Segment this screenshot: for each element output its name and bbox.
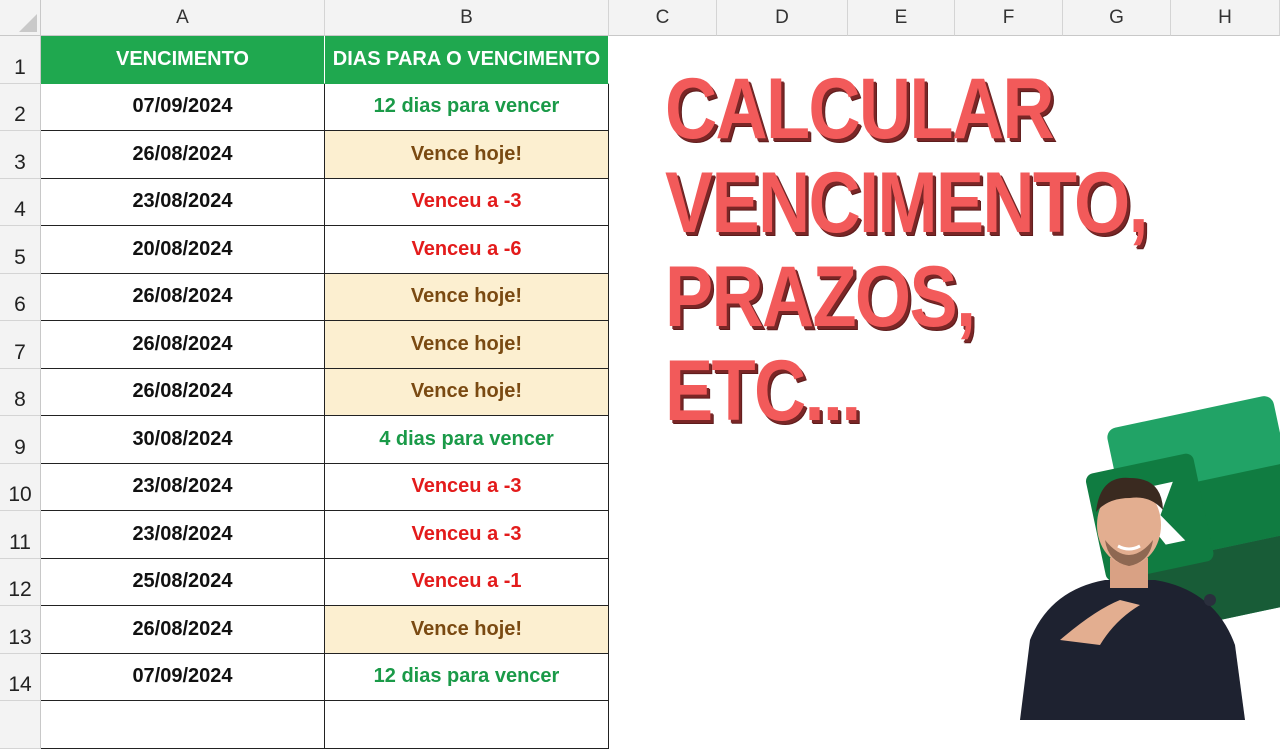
status-cell[interactable]: Venceu a -3 bbox=[325, 511, 609, 559]
date-cell[interactable]: 07/09/2024 bbox=[41, 654, 325, 702]
date-cell[interactable]: 26/08/2024 bbox=[41, 274, 325, 322]
row-header-10[interactable]: 10 bbox=[0, 464, 41, 512]
row-header-4[interactable]: 4 bbox=[0, 179, 41, 227]
column-header-e[interactable]: E bbox=[848, 0, 955, 36]
row-header-14[interactable]: 14 bbox=[0, 654, 41, 702]
column-header-f[interactable]: F bbox=[955, 0, 1063, 36]
column-header-c[interactable]: C bbox=[609, 0, 717, 36]
status-cell[interactable]: 12 dias para vencer bbox=[325, 654, 609, 702]
date-cell[interactable]: 25/08/2024 bbox=[41, 559, 325, 607]
header-vencimento[interactable]: VENCIMENTO bbox=[41, 36, 325, 84]
date-cell[interactable]: 23/08/2024 bbox=[41, 179, 325, 227]
row-header-12[interactable]: 12 bbox=[0, 559, 41, 607]
status-cell[interactable]: Vence hoje! bbox=[325, 274, 609, 322]
date-cell[interactable]: 07/09/2024 bbox=[41, 84, 325, 132]
date-cell[interactable]: 30/08/2024 bbox=[41, 416, 325, 464]
row-header-1[interactable]: 1 bbox=[0, 36, 41, 84]
status-cell[interactable]: 4 dias para vencer bbox=[325, 416, 609, 464]
date-cell[interactable]: 20/08/2024 bbox=[41, 226, 325, 274]
column-header-h[interactable]: H bbox=[1171, 0, 1280, 36]
row-header-8[interactable]: 8 bbox=[0, 369, 41, 417]
row-header-6[interactable]: 6 bbox=[0, 274, 41, 322]
column-header-b[interactable]: B bbox=[325, 0, 609, 36]
date-cell[interactable]: 26/08/2024 bbox=[41, 606, 325, 654]
status-cell[interactable]: Venceu a -6 bbox=[325, 226, 609, 274]
headline-line-1: CALCULAR bbox=[665, 61, 1053, 157]
date-cell[interactable]: 26/08/2024 bbox=[41, 131, 325, 179]
select-all-corner[interactable] bbox=[0, 0, 41, 36]
column-header-a[interactable]: A bbox=[41, 0, 325, 36]
row-header-2[interactable]: 2 bbox=[0, 84, 41, 132]
status-cell[interactable]: Vence hoje! bbox=[325, 369, 609, 417]
date-cell[interactable]: 26/08/2024 bbox=[41, 369, 325, 417]
row-header-7[interactable]: 7 bbox=[0, 321, 41, 369]
row-header-partial[interactable] bbox=[0, 701, 41, 749]
presenter-photo bbox=[1010, 470, 1250, 720]
status-cell[interactable]: Venceu a -3 bbox=[325, 179, 609, 227]
row-header-13[interactable]: 13 bbox=[0, 606, 41, 654]
row-header-9[interactable]: 9 bbox=[0, 416, 41, 464]
status-cell[interactable]: Vence hoje! bbox=[325, 606, 609, 654]
status-cell[interactable]: 12 dias para vencer bbox=[325, 84, 609, 132]
column-header-g[interactable]: G bbox=[1063, 0, 1171, 36]
row-header-5[interactable]: 5 bbox=[0, 226, 41, 274]
headline bbox=[665, 62, 1265, 438]
date-cell-partial[interactable] bbox=[41, 701, 325, 749]
status-cell[interactable]: Vence hoje! bbox=[325, 131, 609, 179]
row-header-3[interactable]: 3 bbox=[0, 131, 41, 179]
status-cell[interactable]: Vence hoje! bbox=[325, 321, 609, 369]
date-cell[interactable]: 23/08/2024 bbox=[41, 464, 325, 512]
status-cell-partial[interactable] bbox=[325, 701, 609, 749]
column-header-d[interactable]: D bbox=[717, 0, 848, 36]
date-cell[interactable]: 23/08/2024 bbox=[41, 511, 325, 559]
header-dias-para-vencimento[interactable]: DIAS PARA O VENCIMENTO bbox=[325, 36, 609, 84]
date-cell[interactable]: 26/08/2024 bbox=[41, 321, 325, 369]
status-cell[interactable]: Venceu a -3 bbox=[325, 464, 609, 512]
headline-line-2: VENCIMENTO, bbox=[665, 155, 1147, 251]
status-cell[interactable]: Venceu a -1 bbox=[325, 559, 609, 607]
row-header-11[interactable]: 11 bbox=[0, 511, 41, 559]
headline-line-4: ETC... bbox=[665, 343, 860, 439]
headline-line-3: PRAZOS, bbox=[665, 249, 975, 345]
